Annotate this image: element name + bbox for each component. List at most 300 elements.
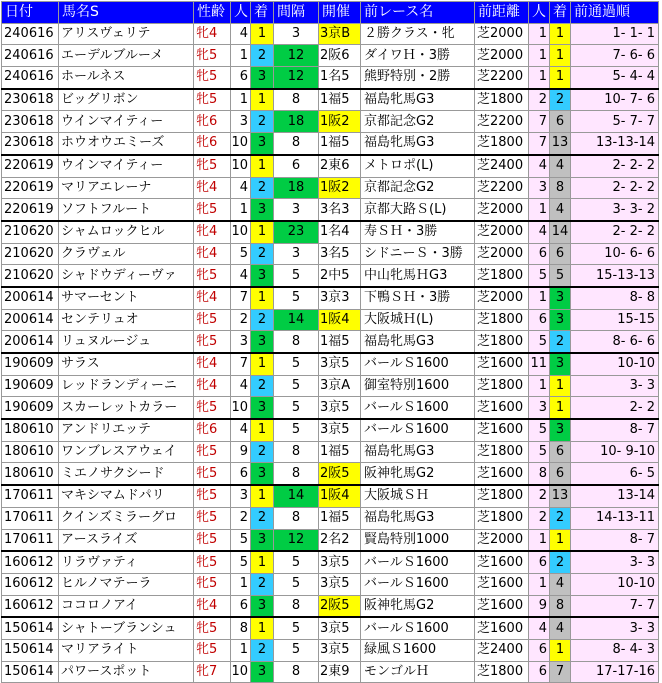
cell-date: 230618 <box>2 89 59 111</box>
column-header-prev-distance: 前距離 <box>475 2 529 24</box>
cell-dist: 芝2000 <box>475 221 529 243</box>
cell-fin: 3 <box>251 595 274 617</box>
cell-gap: 8 <box>274 441 319 463</box>
cell-prace: 熊野特別・2勝 <box>361 67 475 89</box>
cell-venue: 1福5 <box>319 507 361 529</box>
cell-ppop: 1 <box>529 573 550 595</box>
cell-date: 170611 <box>2 529 59 551</box>
cell-fin: 2 <box>251 111 274 133</box>
cell-date: 170611 <box>2 485 59 507</box>
cell-name: クラヴェル <box>59 243 194 265</box>
cell-ppop: 1 <box>529 199 550 221</box>
cell-pfin: 1 <box>550 67 571 89</box>
cell-pop: 5 <box>231 243 251 265</box>
table-row <box>2 67 659 89</box>
cell-pfin: 8 <box>550 177 571 199</box>
cell-date: 230618 <box>2 133 59 155</box>
cell-name: ヒルノマテーラ <box>59 573 194 595</box>
cell-pass: 3- 3- 2 <box>571 199 659 221</box>
cell-pass: 5- 7- 7 <box>571 111 659 133</box>
table-row <box>2 595 659 617</box>
cell-dist: 芝1800 <box>475 441 529 463</box>
cell-pass: 8- 4- 3 <box>571 639 659 661</box>
cell-pfin: 6 <box>550 243 571 265</box>
cell-name: ワンブレスアウェイ <box>59 441 194 463</box>
cell-pfin: 4 <box>550 617 571 639</box>
cell-dist: 芝1600 <box>475 353 529 375</box>
cell-ppop: 6 <box>529 639 550 661</box>
cell-ppop: 5 <box>529 419 550 441</box>
cell-ppop: 1 <box>529 45 550 67</box>
column-header-horse-name: 馬名S <box>59 2 194 24</box>
cell-pop: 8 <box>231 617 251 639</box>
cell-date: 150614 <box>2 617 59 639</box>
cell-fin: 1 <box>251 287 274 309</box>
cell-prace: 福島牝馬G3 <box>361 133 475 155</box>
cell-ppop: 3 <box>529 177 550 199</box>
cell-name: サマーセント <box>59 287 194 309</box>
cell-prace: 京都記念G2 <box>361 177 475 199</box>
cell-prace: 京都記念G2 <box>361 111 475 133</box>
table-row <box>2 23 659 45</box>
table-row <box>2 309 659 331</box>
cell-pop: 1 <box>231 199 251 221</box>
table-row <box>2 89 659 111</box>
cell-date: 210620 <box>2 243 59 265</box>
cell-gap: 18 <box>274 177 319 199</box>
cell-gap: 5 <box>274 397 319 419</box>
cell-pass: 8- 8 <box>571 287 659 309</box>
cell-pop: 4 <box>231 177 251 199</box>
cell-name: パワースポット <box>59 661 194 683</box>
table-row <box>2 485 659 507</box>
cell-date: 210620 <box>2 265 59 287</box>
cell-gap: 8 <box>274 507 319 529</box>
cell-gap: 12 <box>274 67 319 89</box>
cell-prace: 福島牝馬G3 <box>361 507 475 529</box>
cell-pass: 5- 4- 4 <box>571 67 659 89</box>
cell-pop: 1 <box>231 45 251 67</box>
cell-pfin: 4 <box>550 199 571 221</box>
cell-name: スカーレットカラー <box>59 397 194 419</box>
cell-dist: 芝1600 <box>475 551 529 573</box>
cell-name: シャムロックヒル <box>59 221 194 243</box>
cell-pass: 6- 5 <box>571 463 659 485</box>
cell-date: 200614 <box>2 331 59 353</box>
cell-pass: 8- 7 <box>571 529 659 551</box>
column-header-finish: 着 <box>251 2 274 24</box>
table-row <box>2 287 659 309</box>
cell-pop: 3 <box>231 111 251 133</box>
cell-prace: 福島牝馬G3 <box>361 441 475 463</box>
cell-dist: 芝2400 <box>475 155 529 177</box>
cell-venue: 1阪2 <box>319 111 361 133</box>
cell-pop: 1 <box>231 573 251 595</box>
table-row <box>2 221 659 243</box>
cell-date: 160612 <box>2 595 59 617</box>
cell-date: 160612 <box>2 573 59 595</box>
cell-name: アンドリエッテ <box>59 419 194 441</box>
cell-pass: 10-10 <box>571 353 659 375</box>
cell-dist: 芝1800 <box>475 331 529 353</box>
cell-dist: 芝2000 <box>475 45 529 67</box>
cell-pfin: 6 <box>550 111 571 133</box>
cell-ppop: 4 <box>529 617 550 639</box>
cell-date: 200614 <box>2 309 59 331</box>
cell-gap: 5 <box>274 375 319 397</box>
cell-venue: 2中5 <box>319 265 361 287</box>
cell-sex: 牝5 <box>194 463 231 485</box>
cell-name: エーデルブルーメ <box>59 45 194 67</box>
cell-gap: 8 <box>274 595 319 617</box>
cell-pfin: 3 <box>550 419 571 441</box>
cell-fin: 1 <box>251 155 274 177</box>
cell-venue: 3京5 <box>319 617 361 639</box>
column-header-sex-age: 性齢 <box>194 2 231 24</box>
cell-dist: 芝1600 <box>475 419 529 441</box>
cell-gap: 14 <box>274 309 319 331</box>
cell-fin: 2 <box>251 573 274 595</box>
cell-ppop: 7 <box>529 133 550 155</box>
cell-venue: 3京5 <box>319 573 361 595</box>
cell-dist: 芝2000 <box>475 529 529 551</box>
cell-pass: 13-13-14 <box>571 133 659 155</box>
cell-pop: 6 <box>231 595 251 617</box>
cell-venue: 1福5 <box>319 89 361 111</box>
cell-dist: 芝1600 <box>475 595 529 617</box>
cell-venue: 1福5 <box>319 331 361 353</box>
cell-dist: 芝1600 <box>475 617 529 639</box>
cell-ppop: 2 <box>529 485 550 507</box>
cell-dist: 芝2200 <box>475 177 529 199</box>
cell-dist: 芝2000 <box>475 287 529 309</box>
cell-gap: 5 <box>274 419 319 441</box>
cell-sex: 牝6 <box>194 133 231 155</box>
cell-pop: 1 <box>231 639 251 661</box>
column-header-prev-race: 前レース名 <box>361 2 475 24</box>
cell-prace: 大阪城Ｈ(L) <box>361 309 475 331</box>
cell-date: 190609 <box>2 375 59 397</box>
cell-dist: 芝2000 <box>475 243 529 265</box>
cell-ppop: 9 <box>529 595 550 617</box>
cell-fin: 2 <box>251 309 274 331</box>
cell-pass: 10- 7- 6 <box>571 89 659 111</box>
cell-pop: 5 <box>231 551 251 573</box>
cell-pass: 17-17-16 <box>571 661 659 683</box>
cell-venue: 3京5 <box>319 419 361 441</box>
cell-pass: 2- 2 <box>571 397 659 419</box>
cell-name: ウインマイティー <box>59 155 194 177</box>
table-row <box>2 243 659 265</box>
cell-ppop: 6 <box>529 551 550 573</box>
table-row <box>2 419 659 441</box>
cell-venue: 3京5 <box>319 397 361 419</box>
cell-fin: 1 <box>251 485 274 507</box>
cell-ppop: 4 <box>529 221 550 243</box>
cell-dist: 芝1800 <box>475 133 529 155</box>
cell-sex: 牝5 <box>194 507 231 529</box>
cell-pass: 13-14 <box>571 485 659 507</box>
cell-name: アースライズ <box>59 529 194 551</box>
table-row <box>2 265 659 287</box>
cell-fin: 2 <box>251 243 274 265</box>
cell-venue: 1名5 <box>319 67 361 89</box>
column-header-prev-finish: 着 <box>550 2 571 24</box>
cell-gap: 3 <box>274 199 319 221</box>
cell-gap: 5 <box>274 353 319 375</box>
cell-prace: 阪神牝馬G2 <box>361 463 475 485</box>
cell-pop: 10 <box>231 397 251 419</box>
cell-pop: 5 <box>231 529 251 551</box>
cell-date: 180610 <box>2 419 59 441</box>
cell-pfin: 3 <box>550 353 571 375</box>
cell-sex: 牝5 <box>194 309 231 331</box>
cell-sex: 牝4 <box>194 23 231 45</box>
cell-name: ホウオウエミーズ <box>59 133 194 155</box>
cell-prace: バールＳ1600 <box>361 573 475 595</box>
cell-pfin: 5 <box>550 265 571 287</box>
cell-fin: 3 <box>251 331 274 353</box>
cell-date: 180610 <box>2 463 59 485</box>
cell-name: ソフトフルート <box>59 199 194 221</box>
cell-venue: 2阪6 <box>319 45 361 67</box>
cell-pfin: 1 <box>550 529 571 551</box>
cell-ppop: 6 <box>529 661 550 683</box>
cell-fin: 3 <box>251 67 274 89</box>
cell-dist: 芝1800 <box>475 375 529 397</box>
cell-sex: 牝6 <box>194 419 231 441</box>
cell-sex: 牝4 <box>194 595 231 617</box>
cell-name: センテリュオ <box>59 309 194 331</box>
cell-venue: 3名5 <box>319 243 361 265</box>
cell-fin: 1 <box>251 353 274 375</box>
cell-prace: バールＳ1600 <box>361 419 475 441</box>
cell-date: 150614 <box>2 661 59 683</box>
cell-pop: 3 <box>231 485 251 507</box>
cell-ppop: 4 <box>529 155 550 177</box>
cell-name: マリアライト <box>59 639 194 661</box>
cell-sex: 牝5 <box>194 67 231 89</box>
cell-sex: 牝5 <box>194 639 231 661</box>
cell-pass: 15-15 <box>571 309 659 331</box>
table-row <box>2 45 659 67</box>
table-row <box>2 199 659 221</box>
cell-gap: 5 <box>274 573 319 595</box>
cell-pop: 4 <box>231 23 251 45</box>
cell-name: リラヴァティ <box>59 551 194 573</box>
cell-prace: バールＳ1600 <box>361 397 475 419</box>
cell-ppop: 1 <box>529 23 550 45</box>
cell-date: 170611 <box>2 507 59 529</box>
cell-venue: 2名2 <box>319 529 361 551</box>
cell-fin: 2 <box>251 639 274 661</box>
cell-fin: 2 <box>251 177 274 199</box>
cell-prace: ２勝クラス・牝 <box>361 23 475 45</box>
cell-prace: 福島牝馬G3 <box>361 89 475 111</box>
cell-pass: 14-13-11 <box>571 507 659 529</box>
cell-ppop: 5 <box>529 441 550 463</box>
cell-sex: 牝5 <box>194 441 231 463</box>
cell-pfin: 8 <box>550 595 571 617</box>
header-row <box>2 2 659 24</box>
cell-prace: モンゴルＨ <box>361 661 475 683</box>
cell-pfin: 1 <box>550 375 571 397</box>
cell-venue: 3名3 <box>319 199 361 221</box>
cell-dist: 芝1800 <box>475 507 529 529</box>
cell-gap: 12 <box>274 529 319 551</box>
cell-gap: 5 <box>274 639 319 661</box>
cell-prace: 福島牝馬G3 <box>361 331 475 353</box>
cell-venue: 3京5 <box>319 639 361 661</box>
cell-pfin: 3 <box>550 287 571 309</box>
table-row <box>2 353 659 375</box>
cell-sex: 牝5 <box>194 551 231 573</box>
cell-venue: 3京B <box>319 23 361 45</box>
cell-sex: 牝5 <box>194 397 231 419</box>
cell-sex: 牝6 <box>194 111 231 133</box>
cell-dist: 芝2000 <box>475 199 529 221</box>
cell-fin: 1 <box>251 23 274 45</box>
cell-prace: メトロポ(L) <box>361 155 475 177</box>
cell-pass: 2- 2- 2 <box>571 177 659 199</box>
cell-name: ミエノサクシード <box>59 463 194 485</box>
cell-gap: 3 <box>274 23 319 45</box>
cell-name: マキシマムドパリ <box>59 485 194 507</box>
cell-pass: 3- 3 <box>571 551 659 573</box>
cell-name: クインズミラーグロ <box>59 507 194 529</box>
cell-prace: 緑風Ｓ1600 <box>361 639 475 661</box>
cell-sex: 牝5 <box>194 485 231 507</box>
cell-pop: 6 <box>231 67 251 89</box>
cell-sex: 牝7 <box>194 661 231 683</box>
cell-name: シャトーブランシュ <box>59 617 194 639</box>
cell-gap: 5 <box>274 287 319 309</box>
column-header-interval: 間隔 <box>274 2 319 24</box>
cell-name: リュヌルージュ <box>59 331 194 353</box>
table-row <box>2 331 659 353</box>
cell-gap: 8 <box>274 463 319 485</box>
cell-fin: 2 <box>251 45 274 67</box>
cell-pfin: 2 <box>550 507 571 529</box>
cell-gap: 23 <box>274 221 319 243</box>
cell-ppop: 2 <box>529 89 550 111</box>
cell-gap: 6 <box>274 155 319 177</box>
cell-pfin: 13 <box>550 485 571 507</box>
cell-pass: 2- 2- 2 <box>571 221 659 243</box>
cell-prace: 京都大路Ｓ(L) <box>361 199 475 221</box>
cell-pop: 6 <box>231 463 251 485</box>
cell-name: ココロノアイ <box>59 595 194 617</box>
cell-pop: 4 <box>231 265 251 287</box>
cell-prace: 大阪城ＳＨ <box>361 485 475 507</box>
cell-gap: 8 <box>274 133 319 155</box>
table-row <box>2 529 659 551</box>
cell-pop: 2 <box>231 507 251 529</box>
cell-fin: 3 <box>251 529 274 551</box>
cell-pop: 10 <box>231 221 251 243</box>
cell-gap: 5 <box>274 265 319 287</box>
cell-dist: 芝1600 <box>475 463 529 485</box>
cell-sex: 牝5 <box>194 199 231 221</box>
cell-pfin: 2 <box>550 331 571 353</box>
cell-fin: 1 <box>251 617 274 639</box>
cell-pop: 4 <box>231 375 251 397</box>
cell-fin: 3 <box>251 397 274 419</box>
cell-pass: 3- 3 <box>571 375 659 397</box>
race-results-table <box>1 1 659 683</box>
cell-pfin: 2 <box>550 551 571 573</box>
cell-venue: 2阪5 <box>319 463 361 485</box>
cell-pop: 9 <box>231 441 251 463</box>
cell-pass: 8- 6- 6 <box>571 331 659 353</box>
cell-sex: 牝4 <box>194 221 231 243</box>
table-row <box>2 177 659 199</box>
cell-dist: 芝1800 <box>475 485 529 507</box>
cell-prace: バールＳ1600 <box>361 551 475 573</box>
cell-dist: 芝1600 <box>475 573 529 595</box>
cell-name: ホールネス <box>59 67 194 89</box>
cell-pop: 4 <box>231 419 251 441</box>
cell-pop: 10 <box>231 133 251 155</box>
cell-sex: 牝4 <box>194 243 231 265</box>
cell-pfin: 6 <box>550 463 571 485</box>
cell-pfin: 1 <box>550 639 571 661</box>
cell-fin: 2 <box>251 441 274 463</box>
cell-pass: 1- 1- 1 <box>571 23 659 45</box>
cell-dist: 芝2200 <box>475 111 529 133</box>
cell-date: 150614 <box>2 639 59 661</box>
cell-fin: 1 <box>251 419 274 441</box>
cell-dist: 芝1800 <box>475 661 529 683</box>
cell-sex: 牝5 <box>194 89 231 111</box>
cell-venue: 1阪4 <box>319 485 361 507</box>
cell-name: レッドランディーニ <box>59 375 194 397</box>
column-header-prev-popularity: 人 <box>529 2 550 24</box>
cell-pfin: 1 <box>550 397 571 419</box>
cell-venue: 2東9 <box>319 661 361 683</box>
cell-ppop: 5 <box>529 331 550 353</box>
cell-fin: 3 <box>251 265 274 287</box>
cell-pass: 7- 6- 6 <box>571 45 659 67</box>
cell-pass: 10-10 <box>571 573 659 595</box>
cell-dist: 芝1800 <box>475 265 529 287</box>
cell-pfin: 13 <box>550 133 571 155</box>
cell-pop: 3 <box>231 331 251 353</box>
cell-sex: 牝4 <box>194 375 231 397</box>
cell-name: ビッグリボン <box>59 89 194 111</box>
cell-name: アリスヴェリテ <box>59 23 194 45</box>
cell-prace: ダイワＨ・3勝 <box>361 45 475 67</box>
cell-pfin: 1 <box>550 45 571 67</box>
cell-gap: 3 <box>274 243 319 265</box>
cell-gap: 14 <box>274 485 319 507</box>
cell-sex: 牝5 <box>194 45 231 67</box>
cell-pass: 2- 2- 2 <box>571 155 659 177</box>
cell-date: 220619 <box>2 155 59 177</box>
cell-date: 220619 <box>2 177 59 199</box>
cell-name: マリアエレーナ <box>59 177 194 199</box>
cell-fin: 1 <box>251 221 274 243</box>
cell-date: 220619 <box>2 199 59 221</box>
cell-sex: 牝4 <box>194 353 231 375</box>
cell-pass: 8- 7 <box>571 419 659 441</box>
column-header-prev-passing: 前通過順 <box>571 2 659 24</box>
cell-name: サラス <box>59 353 194 375</box>
cell-ppop: 7 <box>529 111 550 133</box>
column-header-date: 日付 <box>2 2 59 24</box>
cell-fin: 1 <box>251 89 274 111</box>
cell-prace: 中山牝馬ＨG3 <box>361 265 475 287</box>
